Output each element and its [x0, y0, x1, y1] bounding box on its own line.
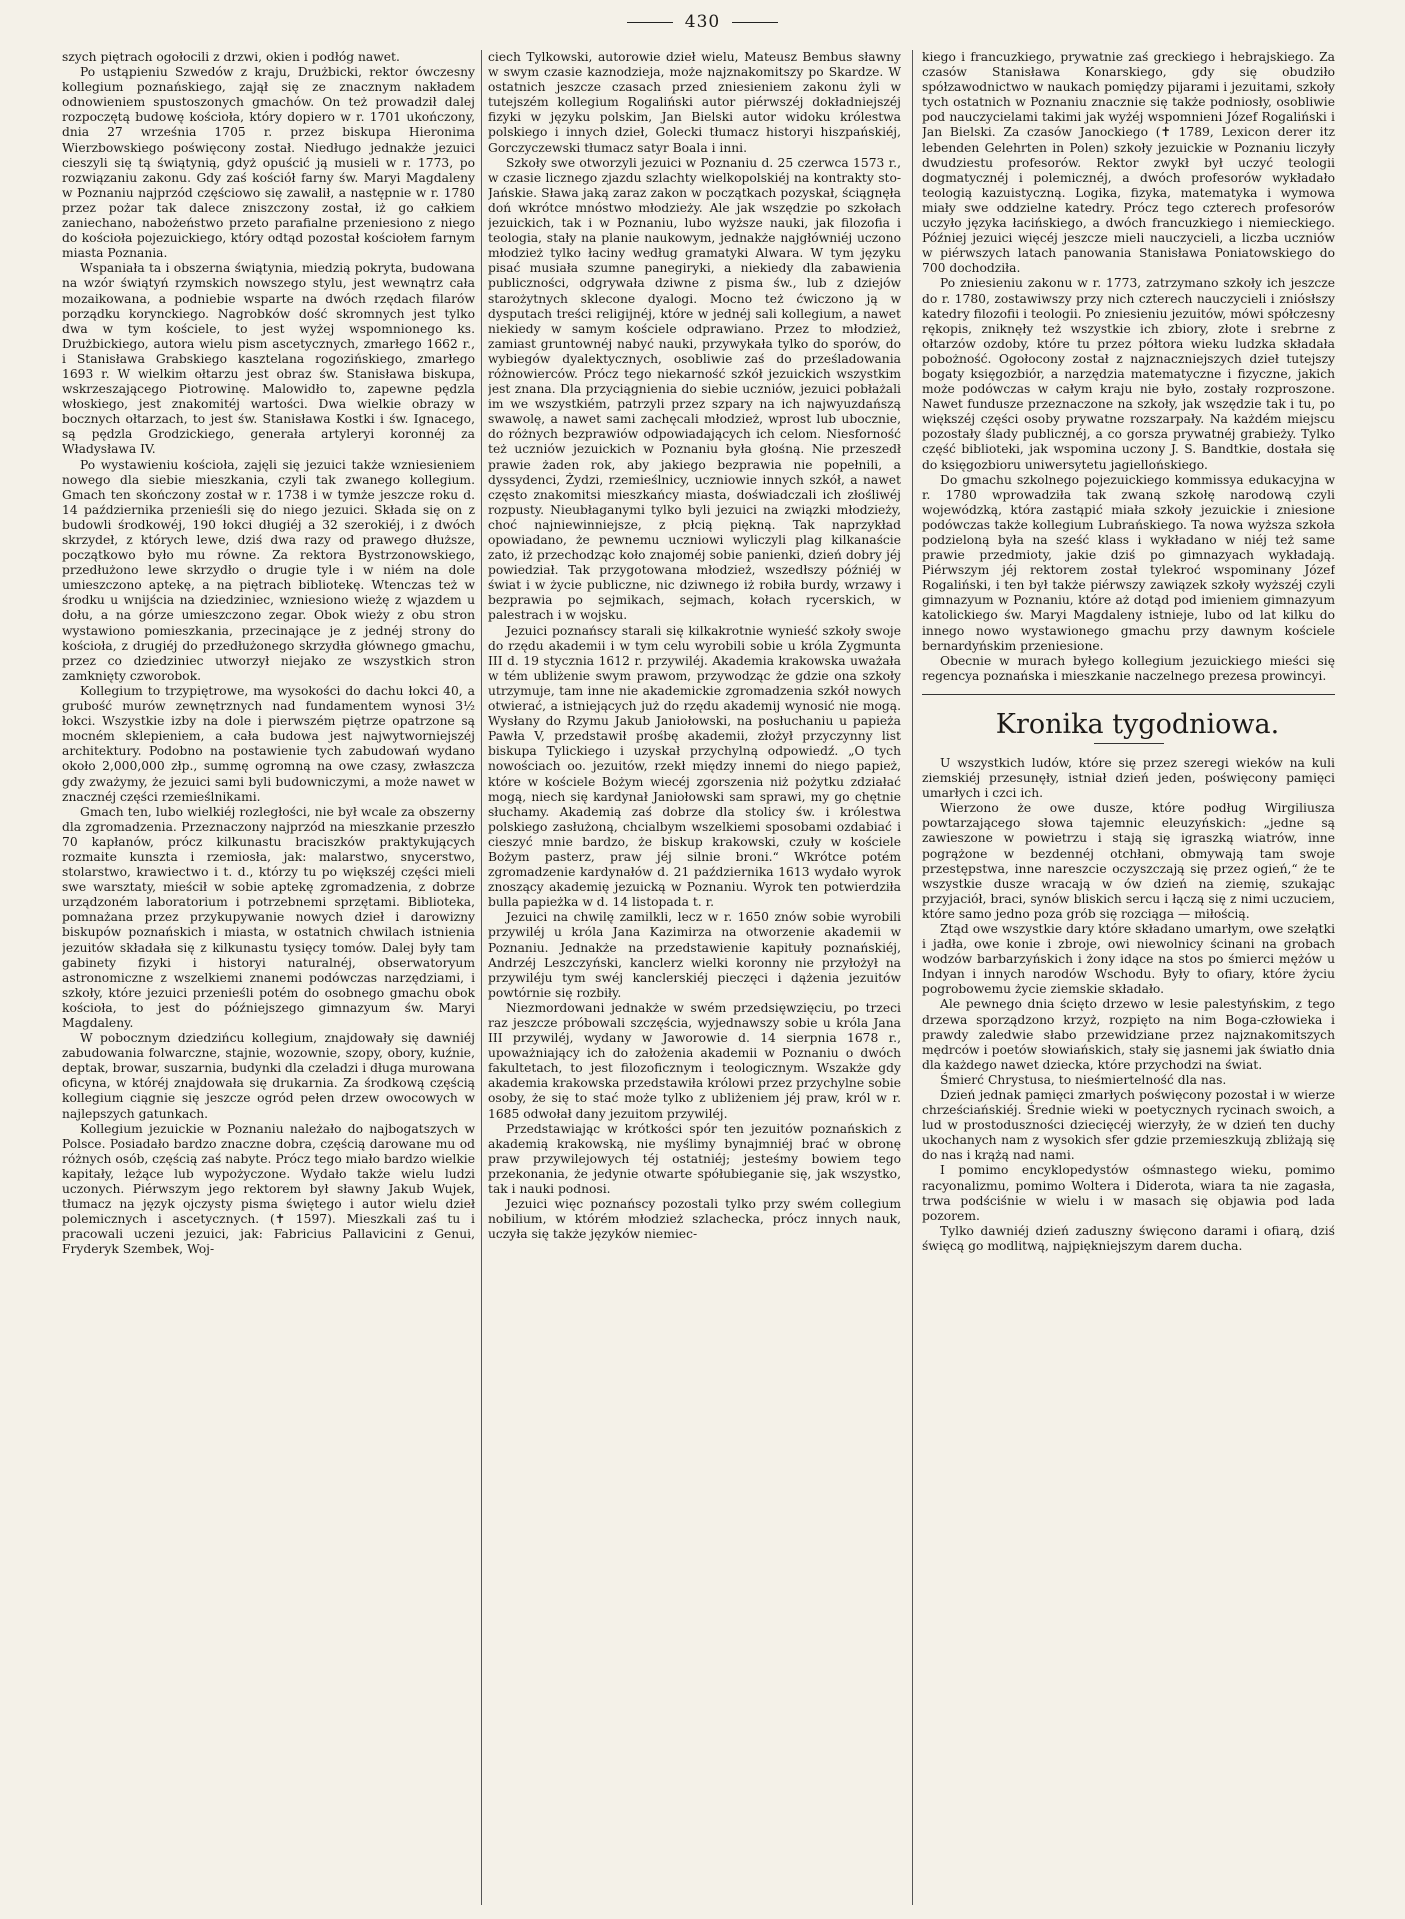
header-dash-right [732, 22, 778, 23]
column-3 [922, 50, 1335, 1905]
paragraph: szych piętrach ogołocili z drzwi, okien i podłóg nawet. [62, 50, 400, 64]
paragraph: Po ustąpieniu Szwedów z kraju, Drużbicki, rektor ówczesny kollegium poznańskiego, zajął się ze znacznym nakładem odnowieniem spustoszonych gmachów. On też prowadził dalej rozpoczętą budowę kościoła, który dopiero w r. 1701 ukończony, dnia 27 września 1705 r. przez biskupa Hieronima Wierzbowskiego poświęcony został. Niedługo jednakże jezuici cieszyli się tą świątynią, gdyż opuścić ją musieli w r. 1773, po rozwiązaniu zakonu. Gdy zaś kościół farny św. Maryi Magdaleny w Poznaniu najprzód częściowo się zawalił, a następnie w r. 1780 przez pożar tak dalece zniszczony został, iż go całkiem zaniechano, nabożeństwo przeto parafialne przeniesiono z niego do kościoła pojezuickiego, który odtąd pozostał kościołem farnym miasta Poznania. [62, 65, 475, 261]
column-1 [62, 50, 475, 1905]
paragraph: Dzień jednak pamięci zmarłych poświęcony pozostał i w wierze chrześciańskiéj. Średnie wieki w poetycznych rycinach swoich, a lud w prostoduszności dziecięcéj wierzyły, że w dzień ten duchy ukochanych nam z wysokich sfer gdzie przemieszkują zbliżają się do nas i krążą nad nami. [922, 1088, 1335, 1163]
section-divider [922, 694, 1335, 695]
paragraph: Do gmachu szkolnego pojezuickiego kommissya edukacyjna w r. 1780 wprowadziła tak zwaną szkołę narodową czyli wojewódzką, która zastąpić miała szkoły jezuickie i zniesione podówczas także kollegium Lubrańskiego. Ta nowa wyższa szkoła podzieloną była na sześć klass i wykładano w niéj też same prawie przedmioty, jakie dziś po gimnazyach wykładają. Piérwszym jéj rektorem został tylekroć wspominany Józef Rogaliński, i ten był także piérwszy zawiązek szkoły wyższéj czyli gimnazyum w Poznaniu, które aż dotąd pod imieniem gimnazyum katolickiego św. Maryi Magdaleny istnieje, lubo od lat kilku do innego nowo wystawionego gmachu przy dawnym kościele bernardyńskim przeniesione. [922, 472, 1335, 653]
page-header [0, 12, 1405, 32]
paragraph: Gmach ten, lubo wielkiéj rozległości, nie był wcale za obszerny dla zgromadzenia. Przeznaczony najprzód na mieszkanie przeszło 70 kapłanów, prócz kilkunastu braciszków praktykujących rozmaite kunszta i rzemiosła, jak: malarstwo, snycerstwo, stolarstwo, krawiectwo i t. d., którzy tu po większéj części mieli swe warsztaty, mieścił w sobie aptekę zgromadzenia, z dobrze urządzoném laboratorium i potrzebnemi sprzętami. Biblioteka, pomnażana przez przykupywanie nowych dzieł i darowizny biskupów poznańskich i miasta, w ostatnich chwilach istnienia jezuitów składała się z kilkunastu tysięcy tomów. Dalej były tam gabinety fizyki i historyi naturalnéj, obserwatoryum astronomiczne z wszelkiemi znanemi podówczas narzędziami, i szkoły, które jezuici przenieśli potém do osobnego gmachu obok kościoła, to jest do późniejszego gimnazyum św. Maryi Magdaleny. [62, 804, 475, 1030]
paragraph: Kollegium to trzypiętrowe, ma wysokości do dachu łokci 40, a grubość murów zewnętrznych nad fundamentem wynosi 3½ łokci. Wszystkie izby na dole i pierwszém piętrze opatrzone są mocném sklepieniem, a cała budowa jest najwytworniejszéj architektury. Podobno na postawienie tych zabudowań wydano około 2,000,000 złp., summę ogromną na owe czasy, zwłaszcza gdy zważymy, że jezuici sami byli budowniczymi, a może nawet w znacznéj części rzemieślnikami. [62, 683, 475, 804]
paragraph: W pobocznym dziedzińcu kollegium, znajdowały się dawniéj zabudowania folwarczne, stajnie, wozownie, szopy, obory, kuźnie, deptak, browar, suszarnia, budynki dla czeladzi i długa murowana oficyna, w któréj znajdowała się drukarnia. Za środkową częścią kollegium ciągnie się jeszcze ogród pełen drzew owocowych w najlepszych gatunkach. [62, 1031, 475, 1121]
paragraph: kiego i francuzkiego, prywatnie zaś greckiego i hebrajskiego. Za czasów Stanisława Konarskiego, gdy się obudziło spółzawodnictwo w naukach pomiędzy pijarami i jezuitami, szkoły tych ostatnich w Poznaniu znacznie się także podniosły, osobliwie pod nauczycielami takimi jak wyżéj wspomnieni Józef Rogaliński i Jan Bielski. Za czasów Janockiego (✝ 1789, Lexicon derer itz lebenden Gelehrten in Polen) szkoły jezuickie w Poznaniu liczyły dwudziestu profesorów. Rektor zwykł był uczyć teologii dogmatycznéj i polemicznéj, a dwóch profesorów wykładało teologią kazuistyczną. Logika, fizyka, matematyka i wymowa miały swe oddzielne katedry. Prócz tego czterech profesorów uczyło języka łacińskiego, a dwóch francuzkiego i niemieckiego. Później jezuici więcéj jeszcze mieli nauczycieli, a liczba uczniów w piérwszych latach panowania Stanisława Poniatowskiego do 700 dochodziła. [922, 50, 1335, 276]
paragraph: Jezuici poznańscy starali się kilkakrotnie wynieść szkoły swoje do rzędu akademii i w tym celu wyrobili sobie u króla Zygmunta III d. 19 stycznia 1612 r. przywiléj. Akademia krakowska uważała w tém ubliżenie swym prawom, przywodząc że gdzie ona szkoły utrzymuje, tam inne nie akademickie zgromadzenia szkół nowych otwierać, a istniejących już do rzędu akademij wynosić nie mogą. Wysłany do Rzymu Jakub Janiołowski, na posłuchaniu u papieża Pawła V, przedstawił prośbę akademii, złożył przyczynny list biskupa Tylickiego i uzyskał przychylną odpowiedź. „O tych nowościach oo. jezuitów, rzekł między innemi do niego papież, które w kościele Bożym wiecéj zgorszenia niż pożytku zdziałać mogą, niech się kardynał Janiołowski sam sprawi, my go chętnie słuchamy. Akademią zaś dobrze dla stolicy św. i królestwa polskiego zasłużoną, chcialbym wszelkiemi sposobami ozdabiać i cieszyć mnie bardzo, że biskup krakowski, czuły w kościele Bożym pasterz, praw jéj silnie broni.“ Wkrótce potém zgromadzenie kardynałów d. 21 października 1613 wydało wyrok znoszący akademię jezuicką w Poznaniu. Wyrok ten potwierdziła bulla papieżka w d. 14 listopada t. r. [488, 623, 901, 910]
paragraph: Szkoły swe otworzyli jezuici w Poznaniu d. 25 czerwca 1573 r., w czasie licznego zjazdu szlachty wielkopolskiéj na kontrakty sto-Jańskie. Sława jaką zaraz zakon w początkach pozyskał, ściągnęła doń wkrótce mnóstwo młodzieży. Ale jak wszędzie po szkołach jezuickich, tak i w Poznaniu, lubo wyższe nauki, jak filozofia i teologia, stały na planie naukowym, jednakże najgłówniéj uczono młodzież tylko łaciny według gramatyki Alwara. W tym języku pisać musiała szumne panegiryki, a niekiedy dla zabawienia publiczności, odgrywała dziwne z pisma św., lub z dziejów starożytnych sklecone dyalogi. Mocno też ćwiczono ją w dysputach treści religijnéj, które w jednéj sali kollegium, a nawet niekiedy w samym kościele odprawiano. Przez to młodzież, zamiast gruntownéj nabyć nauki, przywykała tylko do sporów, do wybiegów dyalektycznych, osobliwie zaś do prześladowania różnowierców. Prócz tego niekarność szkół jezuickich wszystkim jest znana. Dla przyciągnienia do siebie uczniów, jezuici pobłażali im we wszystkiém, patrzyli przez szpary na ich najwyuzdańszą swawolę, a nawet sami zachęcali młodzież, wprost lub ubocznie, do różnych bezprawiów odpowiadających ich celom. Niesforność też uczniów jezuickich w Poznaniu była głośną. Nie przeszedł prawie żaden rok, aby jakiego bezprawia nie popełnili, a dyssydenci, Żydzi, rzemieślnicy, uczniowie innych szkół, a nawet często znakomitsi mieszkańcy miasta, doświadczali ich złośliwéj rozpusty. Nieubłaganymi tylko byli jezuici na związki młodzieży, choć najniewinniejsze, z płcią piękną. Tak naprzykład opowiadano, że pewnemu uczniowi wyliczyli plag kilkanaście zato, iż przechodząc koło znajoméj sobie panienki, dzień dobry jéj powiedział. Tak przygotowana młodzież, wszedłszy późniéj w świat i w życie publiczne, nic dziwnego iż robiła burdy, wrzawy i bezprawia po sejmikach, sejmach, kołach rycerskich, w palestrach i w wojsku. [488, 155, 901, 623]
header-dash-left [627, 22, 673, 23]
section-title: Kronika tygodniowa. [995, 708, 1280, 740]
paragraph: Niezmordowani jednakże w swém przedsięwzięciu, po trzeci raz jeszcze próbowali szczęścia, wyjednawszy sobie u króla Jana III przywiléj, wydany w Jaworowie d. 14 sierpnia 1678 r., upoważniający ich do założenia akademii w Poznaniu o dwóch fakultetach, to jest filozoficznym i teologicznym. Wszakże gdy akademia krakowska przedstawiła królowi przez przychylne sobie osoby, że się to stać może tylko z ubliżeniem jéj praw, król w r. 1685 odwołał dany jezuitom przywiléj. [488, 1000, 901, 1121]
paragraph: I pomimo encyklopedystów ośmnastego wieku, pomimo racyonalizmu, pomimo Woltera i Diderota, wiara ta nie zagasła, trwa podściśnie w wielu i w masach się objawia pod lada pozorem. [922, 1163, 1335, 1223]
paragraph: ciech Tylkowski, autorowie dzieł wielu, Mateusz Bembus sławny w swym czasie kaznodzieja, może najznakomitszy po Skardze. W ostatnich jeszcze czasach przed zniesieniem zakonu żyli w tutejszém kollegium Rogaliński autor piérwszéj dokładniejszéj fizyki w języku polskim, Jan Bielski autor widoku królestwa polskiego i innych dzieł, Golecki tłumacz historyi hiszpańskiéj, Gorczyczewski tłumacz satyr Boala i inni. [488, 50, 901, 155]
paragraph: Śmierć Chrystusa, to nieśmiertelność dla nas. [940, 1072, 1227, 1087]
column-2 [488, 50, 901, 1905]
column-rule-2 [912, 50, 913, 1905]
paragraph: Wierzono że owe dusze, które podług Wirgiliusza powtarzającego słowa tajemnic eleuzyńskich: „jedne są zawieszone w powietrzu i stają się igraszką wiatrów, inne pogrążone w bezdennéj otchłani, obmywają tam swoje przestępstwa, inne nareszcie oczyszczają się przez ogień,“ że te wszystkie dusze wracają w ów dzień na ziemię, szukając przyjaciół, braci, synów bliskich sercu i łączą się z nimi uczuciem, które samo jedno poza grób się rozciąga — miłością. [922, 801, 1335, 921]
paragraph: Ztąd owe wszystkie dary które składano umarłym, owe szełątki i jadła, owe konie i zbroje, owi niewolnicy ścinani na grobach wodzów barbarzyńskich i żony idące na stos po śmierci mężów u Indyan i innych narodów Wschodu. Były to ofiary, które życiu pogrobowemu życie ziemskie składało. [922, 921, 1335, 997]
paragraph: Jezuici więc poznańscy pozostali tylko przy swém collegium nobilium, w którém młodzież szlachecka, prócz innych nauk, uczyła się także języków niemiec- [488, 1197, 901, 1242]
paragraph: Obecnie w murach byłego kollegium jezuickiego mieści się regencya poznańska i mieszkanie naczelnego prezesa prowincyi. [922, 653, 1335, 683]
paragraph: Ale pewnego dnia ścięto drzewo w lesie palestyńskim, z tego drzewa sporządzono krzyż, rozpięto na nim Boga-człowieka i prawdy zaledwie słabo przewidziane przez najznakomitszych mędrców i poetów słowiańskich, stały się jasnemi jak światło dnia dla każdego nawet dziecka, które przychodzi na świat. [922, 997, 1335, 1072]
paragraph: Kollegium jezuickie w Poznaniu należało do najbogatszych w Polsce. Posiadało bardzo znaczne dobra, częścią darowane mu od różnych osób, częścią zaś nabyte. Prócz tego miało bardzo wielkie kapitały, leżące lub wypożyczone. Wydało także wielu ludzi uczonych. Piérwszym jego rektorem był sławny Jakub Wujek, tłumacz na język ojczysty pisma świętego i autor wielu dzieł polemicznych i ascetycznych. (✝ 1597). Mieszkali zaś tu i pracowali uczeni jezuici, jak: Fabricius Pallavicini z Genui, Fryderyk Szembek, Woj- [62, 1121, 475, 1257]
paragraph: Po wystawieniu kościoła, zajęli się jezuici także wzniesieniem nowego dla siebie mieszkania, czyli tak zwanego kollegium. Gmach ten skończony został w r. 1738 i w tymże jeszcze roku d. 14 października przenieśli się do niego jezuici. Składa się on z budowli środkowéj, 190 łokci długiéj a 32 szerokiéj, i z dwóch skrzydeł, z których lewe, dziś dwa razy od prawego dłuższe, początkowo było mu równe. Za rektora Bystrzonowskiego, przedłużono lewe skrzydło o drugie tyle i w niém na dole umieszczono aptekę, a na piętrach bibliotekę. Wtenczas też w środku u wnijścia na dziedziniec, wzniesiono wieżę z wjazdem u dołu, a na górze umieszczono zegar. Obok wieży z obu stron wystawiono pomieszkania, przecinające je z jednéj strony do kościoła, z drugiéj do przedłużonego skrzydła głównego gmachu, przez co dziedziniec utworzył niejako ze wszystkich stron zamknięty czworobok. [62, 457, 475, 683]
paragraph: Tylko dawniéj dzień zaduszny święcono darami i ofiarą, dziś święcą go modlitwą, najpiękniejszym darem ducha. [922, 1223, 1335, 1253]
paragraph: Przedstawiając w krótkości spór ten jezuitów poznańskich z akademią krakowską, nie myślimy bynajmniéj brać w obronę praw przywilejowych téj ostatniéj; jesteśmy bowiem tego przekonania, że jedynie otwarte spółubieganie się, jak wszystko, tak i nauki podnosi. [488, 1121, 901, 1197]
page-number: 430 [684, 12, 721, 32]
paragraph: U wszystkich ludów, które się przez szeregi wieków na kuli ziemskiéj przesunęły, istniał dzień jeden, poświęcony pamięci umarłych i czci ich. [922, 755, 1335, 801]
title-underline [1094, 743, 1164, 744]
column-rule-1 [481, 50, 482, 1905]
paragraph: Wspaniała ta i obszerna świątynia, miedzią pokryta, budowana na wzór świątyń rzymskich nowszego stylu, jest wewnątrz cała mozaikowana, a podniebie wsparte na dwóch rzędach filarów porządku korynckiego. Nagrobków dość skromnych jest tylko dwa w tym kościele, to jest wyżej wspomnionego ks. Drużbickiego, autora wielu pism ascetycznych, zmarłego 1662 r., i Stanisława Grabskiego kasztelana rogozińskiego, zmarłego 1693 r. W wielkim ołtarzu jest obraz św. Stanisława biskupa, wskrzeszającego Piotrowinę. Malowidło to, zapewne pędzla włoskiego, jest znakomitéj wartości. Dwa wielkie obrazy w bocznych ołtarzach, to jest św. Stanisława Kostki i św. Ignacego, są pędzla Grodzickiego, generała artyleryi koronnéj za Władysława IV. [62, 261, 475, 457]
paragraph: Po zniesieniu zakonu w r. 1773, zatrzymano szkoły ich jeszcze do r. 1780, zostawiwszy przy nich czterech nauczycieli i zniósłszy katedry filozofii i teologii. Po zniesieniu jezuitów, mówi spółczesny rękopis, zniknęły też wszystkie ich zbiory, złote i srebrne z ołtarzów ozdoby, które tu przez półtora wieku ludzka składała pobożność. Ogołocony został z najznaczniejszych dzieł tutejszy bogaty księgozbiór, a narzędzia matematyczne i fizyczne, jakich może podówczas w całym kraju nie było, zostały rozproszone. Nawet fundusze przeznaczone na szkoły, jak wszędzie tak i tu, po większéj części osoby prywatne rozszarpały. Na każdém miejscu pozostały ślady publicznéj, a co gorsza prywatnéj grabieży. Tylko część biblioteki, jak wspomina uczony J. S. Bandtkie, dostała się do księgozbioru uniwersytetu jagiellońskiego. [922, 276, 1335, 472]
paragraph: Jezuici na chwilę zamilkli, lecz w r. 1650 znów sobie wyrobili przywiléj u króla Jana Kazimirza na otworzenie akademii w Poznaniu. Jednakże na przedstawienie kapituły poznańskiéj, Andrzéj Leszczyński, kanclerz wielki koronny nie przyłożył na przywiléju tym swéj kanclerskiéj pieczęci i dążenia jezuitów powtórnie się rozbiły. [488, 910, 901, 1000]
